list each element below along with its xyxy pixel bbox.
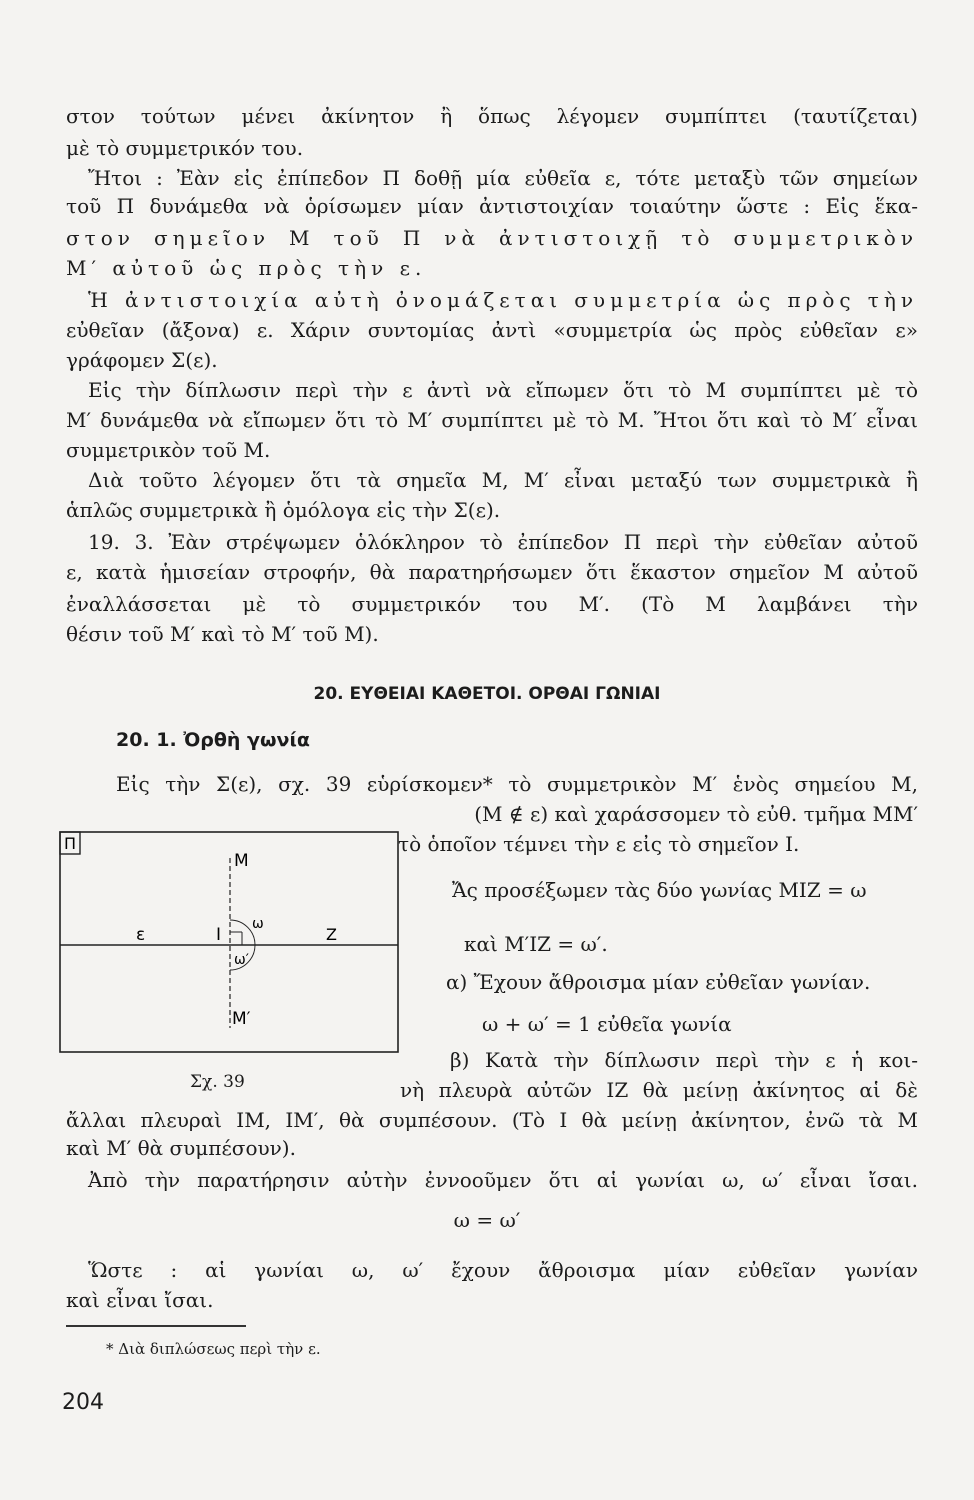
text-line: θέσιν τοῦ Μ′ καὶ τὸ Μ′ τοῦ Μ). — [66, 622, 379, 646]
text-line: εὐθεῖαν (ἄξονα) ε. Χάριν συντομίας ἀντὶ «συμμετρία ὡς πρὸς εὐθεῖαν ε» — [66, 318, 918, 342]
text-line: Ἀπὸ τὴν παρατήρησιν αὐτὴν ἐννοοῦμεν ὅτι αἱ γωνίαι ω, ω′ εἶναι ἴσαι. — [88, 1168, 918, 1192]
formula-centered: ω = ω′ — [453, 1208, 521, 1232]
text-line: Ἤτοι : Ἐὰν εἰς ἐπίπεδον Π δοθῇ μία εὐθεῖα ε, τότε μεταξὺ τῶν σημείων — [88, 166, 918, 190]
label-omega-prime: ω′ — [234, 952, 249, 968]
text-line: γράφομεν Σ(ε). — [66, 348, 218, 372]
text-line: β) Κατὰ τὴν δίπλωσιν περὶ τὴν ε ἡ κοι- — [450, 1048, 918, 1072]
text-line: Εἰς τὴν δίπλωσιν περὶ τὴν ε ἀντὶ νὰ εἴπωμεν ὅτι τὸ Μ συμπίπτει μὲ τὸ — [88, 378, 918, 402]
text-line: Μ′ δυνάμεθα νὰ εἴπωμεν ὅτι τὸ Μ′ συμπίπτει μὲ τὸ Μ. Ἤτοι ὅτι καὶ τὸ Μ′ εἶναι — [66, 408, 918, 432]
text-line: Ἡ ἀντιστοιχία αὐτὴ ὀνομάζεται συμμετρία ὡς πρὸς τὴν — [88, 288, 918, 312]
figure-caption: Σχ. 39 — [190, 1072, 245, 1092]
section-title: 20. ΕΥΘΕΙΑΙ ΚΑΘΕΤΟΙ. ΟΡΘΑΙ ΓΩΝΙΑΙ — [313, 684, 661, 704]
text-line: ἄλλαι πλευραὶ ΙΜ, ΙΜ′, θὰ συμπέσουν. (Τὸ Ι θὰ μείνῃ ἀκίνητον, ἐνῶ τὰ Μ — [66, 1108, 918, 1132]
text-line: Διὰ τοῦτο λέγομεν ὅτι τὰ σημεῖα Μ, Μ′ εἶναι μεταξύ των συμμετρικὰ ἢ — [88, 468, 918, 492]
footnote: * Διὰ διπλώσεως περὶ τὴν ε. — [106, 1340, 321, 1358]
text-line: συμμετρικὸν τοῦ Μ. — [66, 438, 271, 462]
label-M: Μ — [234, 851, 249, 871]
text-line: τὸ ὁποῖον τέμνει τὴν ε εἰς τὸ σημεῖον Ι. — [398, 832, 800, 856]
text-line: στον σημεῖον Μ τοῦ Π νὰ ἀντιστοιχῇ τὸ συμμετρικὸν — [66, 226, 918, 250]
text-line: α) Ἔχουν ἄθροισμα μίαν εὐθεῖαν γωνίαν. — [446, 970, 871, 994]
text-line: τοῦ Π δυνάμεθα νὰ ὁρίσωμεν μίαν ἀντιστοιχίαν τοιαύτην ὥστε : Εἰς ἕκα- — [66, 194, 918, 218]
formula: ω + ω′ = 1 εὐθεῖα γωνία — [482, 1012, 732, 1036]
label-omega: ω — [252, 916, 264, 932]
label-M-prime: Μ′ — [232, 1009, 251, 1029]
text-line: Εἰς τὴν Σ(ε), σχ. 39 εὑρίσκομεν* τὸ συμμετρικὸν Μ′ ἑνὸς σημείου Μ, — [116, 772, 918, 796]
label-Z: Ζ — [326, 925, 337, 944]
text-line: μὲ τὸ συμμετρικόν του. — [66, 136, 304, 160]
subsection-title: 20. 1. Ὀρθὴ γωνία — [116, 729, 310, 751]
text-line: στον τούτων μένει ἀκίνητον ἢ ὅπως λέγομεν συμπίπτει (ταυτίζεται) — [66, 104, 918, 128]
text-line: Μ′ αὐτοῦ ὡς πρὸς τὴν ε. — [66, 256, 427, 280]
text-line: καὶ εἶναι ἴσαι. — [66, 1288, 214, 1312]
page-number: 204 — [62, 1390, 104, 1415]
text-line: καὶ Μ′ θὰ συμπέσουν). — [66, 1136, 296, 1160]
figure-39 — [56, 828, 406, 1072]
text-line: 19. 3. Ἐὰν στρέψωμεν ὁλόκληρον τὸ ἐπίπεδον Π περὶ τὴν εὐθεῖαν αὐτοῦ — [88, 530, 918, 554]
text-line: καὶ Μ′ΙΖ = ω′. — [464, 932, 608, 956]
text-line: (Μ ∉ ε) καὶ χαράσσομεν τὸ εὐθ. τμῆμα ΜΜ′ — [474, 802, 918, 826]
text-line: νὴ πλευρὰ αὐτῶν ΙΖ θὰ μείνῃ ἀκίνητος αἱ δὲ — [400, 1078, 918, 1102]
text-line: ἐναλλάσσεται μὲ τὸ συμμετρικόν του Μ′. (Τὸ Μ λαμβάνει τὴν — [66, 592, 918, 616]
label-I: Ι — [216, 925, 222, 945]
text-line: ε, κατὰ ἡμισείαν στροφήν, θὰ παρατηρήσωμεν ὅτι ἕκαστον σημεῖον Μ αὐτοῦ — [66, 560, 918, 584]
text-line: Ἄς προσέξωμεν τὰς δύο γωνίας ΜΙΖ = ω — [452, 878, 867, 902]
label-epsilon: ε — [136, 925, 146, 945]
footnote-divider — [66, 1325, 246, 1327]
text-line: Ὥστε : αἱ γωνίαι ω, ω′ ἔχουν ἄθροισμα μίαν εὐθεῖαν γωνίαν — [88, 1258, 918, 1282]
frame-label: Π — [63, 834, 77, 853]
text-line: ἁπλῶς συμμετρικὰ ἢ ὁμόλογα εἰς τὴν Σ(ε). — [66, 498, 501, 522]
